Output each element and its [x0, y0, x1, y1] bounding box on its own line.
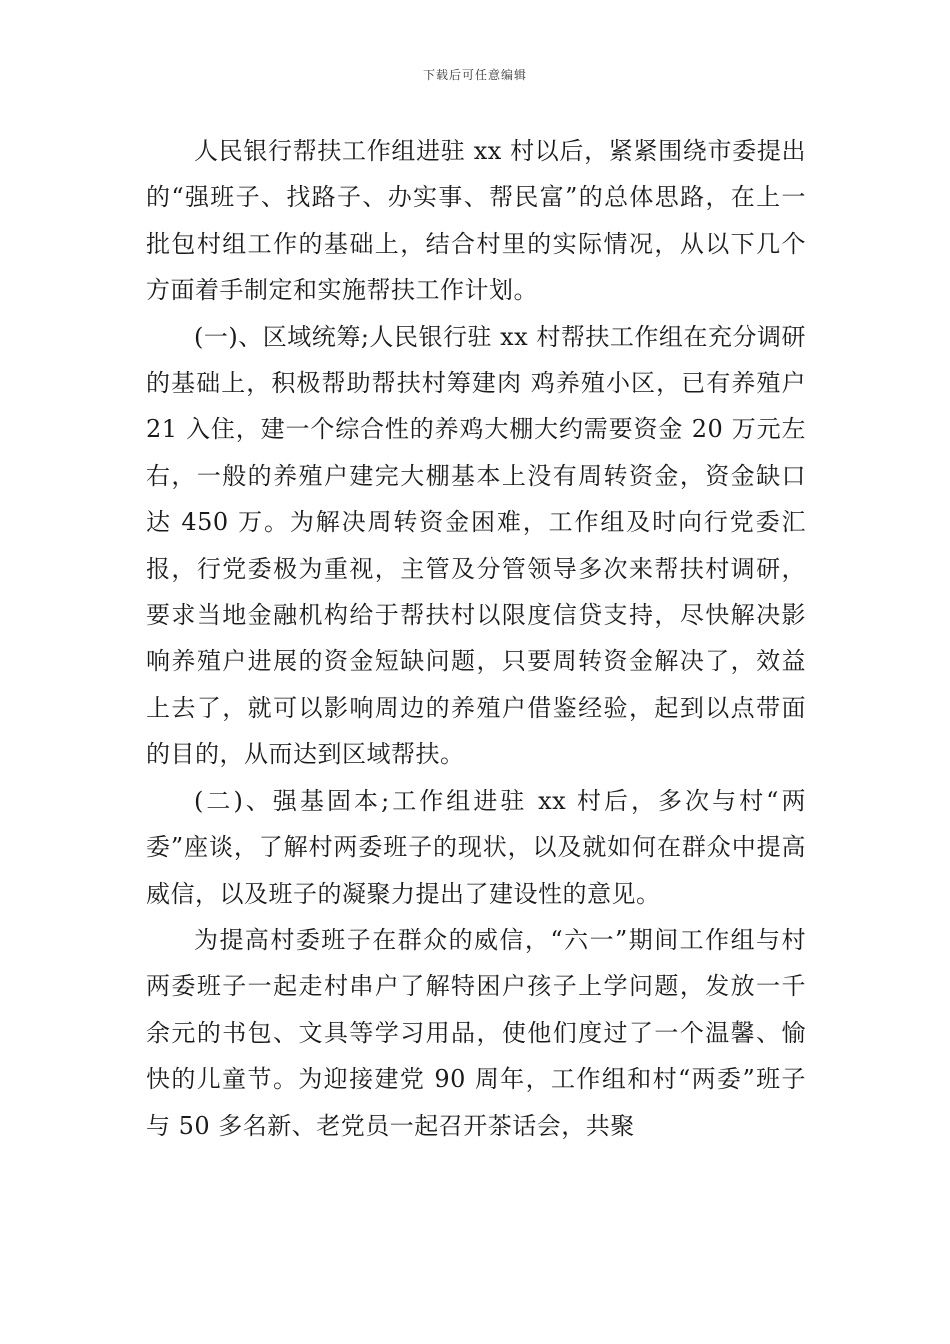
paragraph-intro: 人民银行帮扶工作组进驻 xx 村以后，紧紧围绕市委提出的“强班子、找路子、办实事、帮民富”的总体思路，在上一批包村组工作的基础上，结合村里的实际情况，从以下几个方面着手制定和实施帮扶工作计划。: [146, 137, 806, 305]
document-body: [146, 128, 806, 1149]
header-note: 下载后可任意编辑: [422, 68, 527, 82]
paragraph-strengthen-foundation: (二)、强基固本;工作组进驻 xx 村后，多次与村“两委”座谈，了解村两委班子的现状，以及就如何在群众中提高威信，以及班子的凝聚力提出了建设性的意见。: [146, 786, 806, 908]
paragraph-prestige: 为提高村委班子在群众的威信，“六一”期间工作组与村两委班子一起走村串户了解特困户孩子上学问题，发放一千余元的书包、文具等学习用品，使他们度过了一个温馨、愉快的儿童节。为迎接建党 90 周年，工作组和村“两委”班子与 50 多名新、老党员一起召开茶话会，共聚: [146, 925, 806, 1140]
paragraph-regional-planning: (一)、区域统筹;人民银行驻 xx 村帮扶工作组在充分调研的基础上，积极帮助帮扶村筹建肉 鸡养殖小区，已有养殖户 21 入住，建一个综合性的养鸡大棚大约需要资金 20 万元左右，一般的养殖户建完大棚基本上没有周转资金，资金缺口达 450 万。为解决周转资金困难，工作组及时向行党委汇报，行党委极为重视，主管及分管领导多次来帮扶村调研，要求当地金融机构给于帮扶村以限度信贷支持，尽快解决影响养殖户进展的资金短缺问题，只要周转资金解决了，效益上去了，就可以影响周边的养殖户借鉴经验，起到以点带面的目的，从而达到区域帮扶。: [146, 322, 806, 769]
